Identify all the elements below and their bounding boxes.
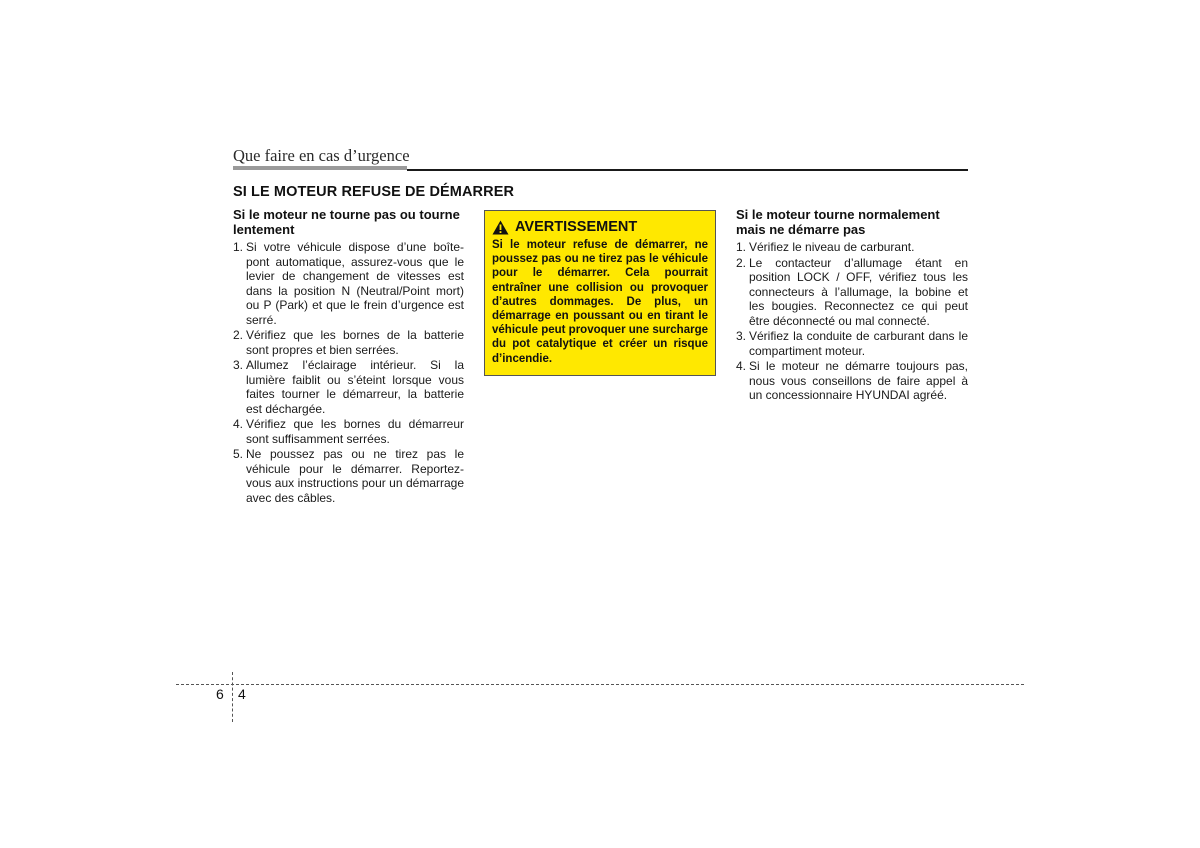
step-text: Allumez l’éclairage intérieur. Si la lumière faiblit ou s’éteint lorsque vous faites tourner le démarreur, la batterie est déchargée. <box>246 358 464 416</box>
step-text: Vérifiez que les bornes de la batterie sont propres et bien serrées. <box>246 328 464 357</box>
left-column <box>233 208 464 506</box>
header-rule <box>407 169 968 171</box>
step-number: 4. <box>233 417 244 431</box>
list-item <box>736 256 968 329</box>
right-subheading: Si le moteur tourne normalement mais ne démarre pas <box>736 207 940 237</box>
list-item <box>233 328 464 357</box>
step-text: Si votre véhicule dispose d’une boîte-pont automatique, assurez-vous que le levier de changement de vitesses est dans la position N (Neutral/Point mort) ou P (Park) et que le frein d’urgence est serré. <box>246 240 464 327</box>
step-number: 3. <box>736 329 747 343</box>
step-text: Vérifiez le niveau de carburant. <box>749 240 915 254</box>
step-number: 5. <box>233 447 244 461</box>
chapter-number: 6 <box>216 686 224 702</box>
left-subheading: Si le moteur ne tourne pas ou tourne lentement <box>233 207 460 237</box>
step-text: Ne poussez pas ou ne tirez pas le véhicule pour le démarrer. Reportez-vous aux instructions pour un démarrage avec des câbles. <box>246 447 464 505</box>
warning-header <box>492 219 708 235</box>
list-item <box>233 447 464 505</box>
step-text: Le contacteur d’allumage étant en position LOCK / OFF, vérifiez tous les connecteurs à l’allumage, la bobine et les bougies. Reconnectez ce qui peut être déconnecté ou mal connecté. <box>749 255 968 328</box>
warning-box <box>484 210 716 376</box>
list-item <box>736 359 968 403</box>
list-item <box>736 240 968 255</box>
list-item <box>233 240 464 327</box>
footer-divider <box>176 684 1024 685</box>
step-number: 1. <box>736 240 747 254</box>
footer-vertical-divider <box>232 672 233 722</box>
step-number: 2. <box>233 328 244 342</box>
list-item <box>736 329 968 358</box>
warning-text: Si le moteur refuse de démarrer, ne poussez pas ou ne tirez pas le véhicule pour le démarrer. Cela pourrait entraîner une collision ou provoquer d’autres dommages. De plus, un démarrage en poussant ou en tirant le véhicule peut provoquer une surcharge du pot catalytique et créer un risque d’incendie. <box>492 239 708 365</box>
step-text: Si le moteur ne démarre toujours pas, nous vous conseillons de faire appel à un concessionnaire HYUNDAI agréé. <box>749 359 968 402</box>
step-number: 3. <box>233 358 244 372</box>
chapter-title: Que faire en cas d’urgence <box>233 146 410 165</box>
right-steps-list <box>736 240 968 403</box>
list-item <box>233 417 464 446</box>
step-number: 2. <box>736 255 747 270</box>
page-number: 4 <box>238 686 246 702</box>
list-item <box>233 358 464 416</box>
step-text: Vérifiez la conduite de carburant dans le compartiment moteur. <box>749 329 968 358</box>
step-number: 4. <box>736 359 747 373</box>
right-column <box>736 208 968 404</box>
section-title: SI LE MOTEUR REFUSE DE DÉMARRER <box>233 184 515 200</box>
warning-title: AVERTISSEMENT <box>515 219 638 235</box>
step-number: 1. <box>233 240 244 254</box>
step-text: Vérifiez que les bornes du démarreur sont suffisamment serrées. <box>246 417 464 446</box>
header-rule-accent <box>233 166 407 170</box>
left-steps-list <box>233 240 464 505</box>
warning-triangle-icon <box>492 220 509 235</box>
